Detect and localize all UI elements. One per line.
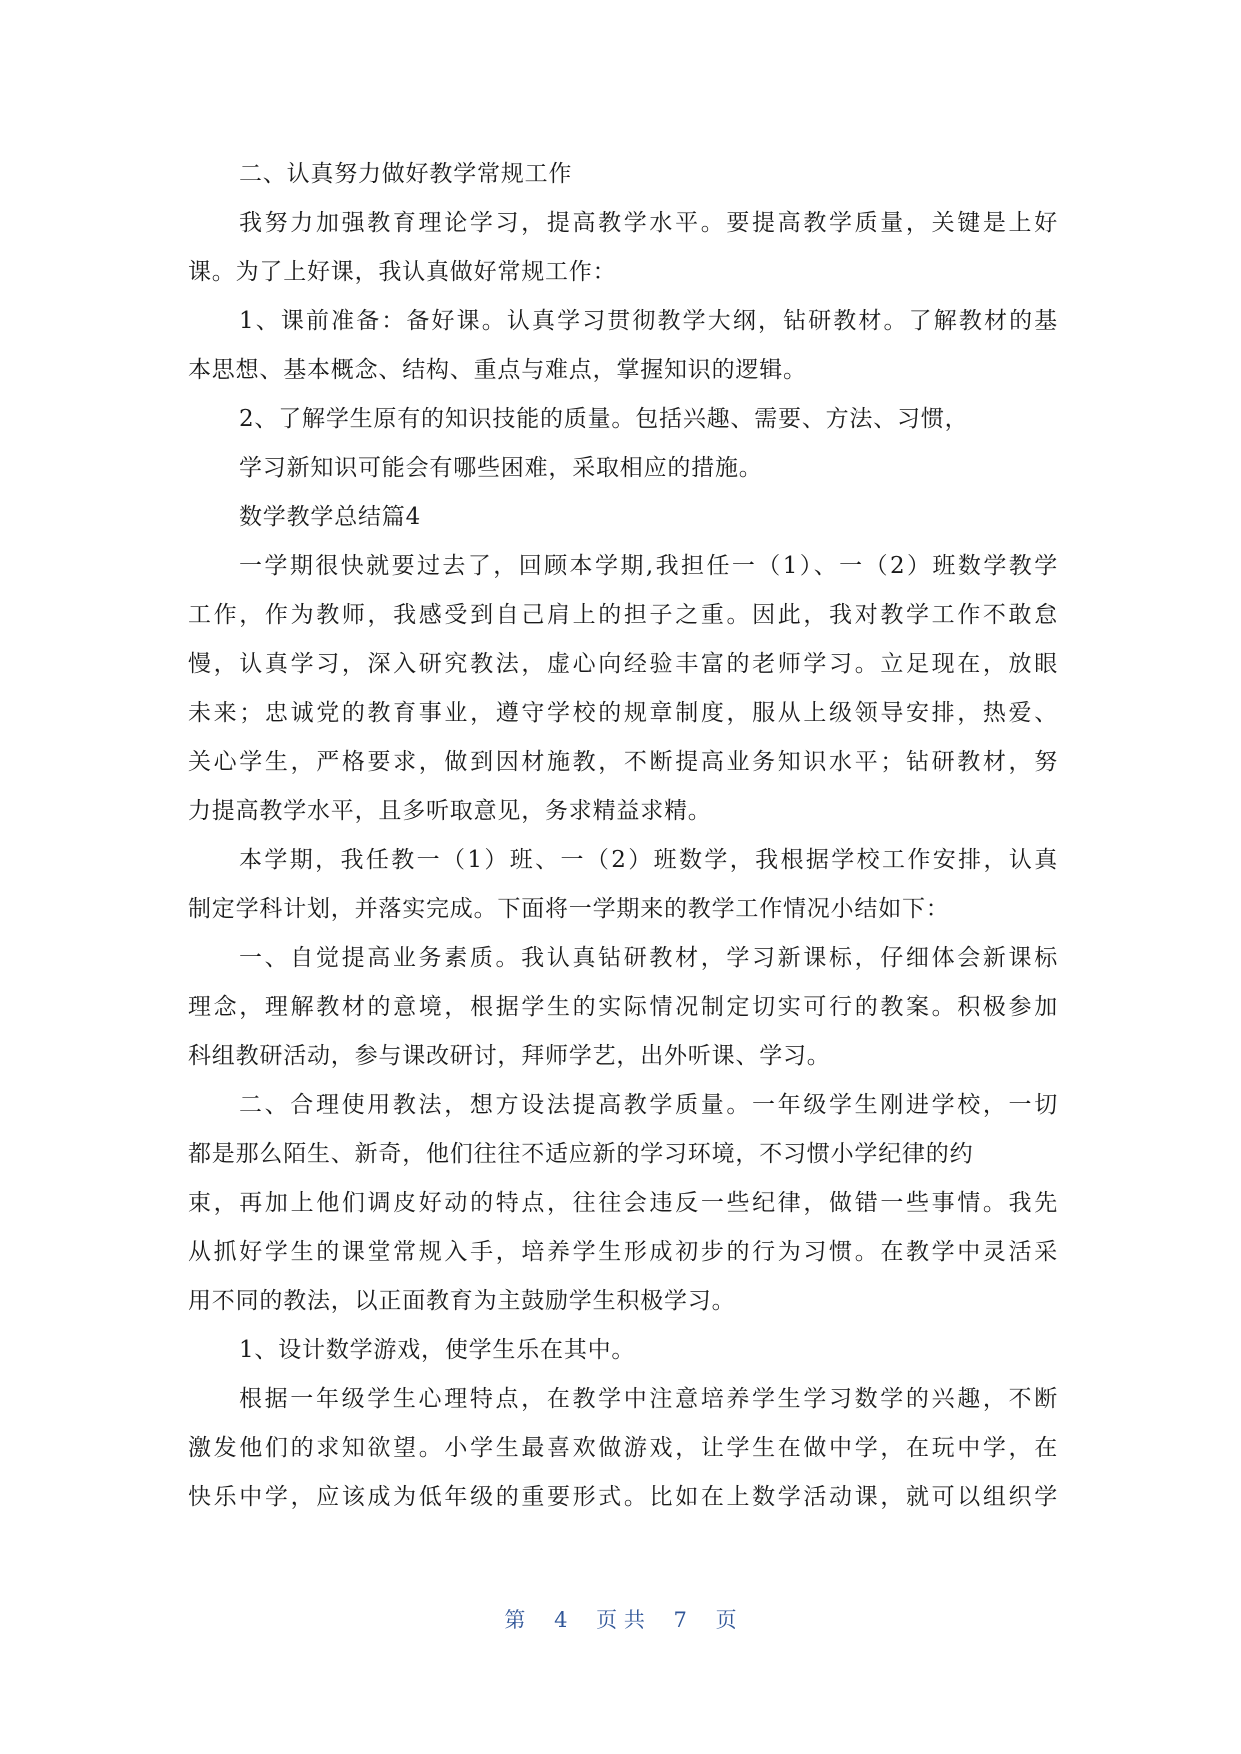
text-line: 用不同的教法，以正面教育为主鼓励学生积极学习。 bbox=[188, 1288, 736, 1314]
text-line: 一、自觉提高业务素质。我认真钻研教材，学习新课标，仔细体会新课标 bbox=[239, 945, 1058, 971]
text-line: 2、了解学生原有的知识技能的质量。包括兴趣、需要、方法、习惯， bbox=[239, 406, 969, 432]
footer-label-end: 页 bbox=[715, 1608, 737, 1632]
text-line: 二、认真努力做好教学常规工作 bbox=[239, 161, 573, 187]
document-body bbox=[188, 150, 1058, 1522]
text-line: 制定学科计划，并落实完成。下面将一学期来的教学工作情况小结如下： bbox=[188, 896, 950, 922]
text-line: 从抓好学生的课堂常规入手，培养学生形成初步的行为习惯。在教学中灵活采 bbox=[188, 1239, 1058, 1265]
text-line: 关心学生，严格要求，做到因材施教，不断提高业务知识水平；钻研教材，努 bbox=[188, 749, 1058, 775]
text-line: 束，再加上他们调皮好动的特点，往往会违反一些纪律，做错一些事情。我先 bbox=[188, 1190, 1058, 1216]
text-line: 理念，理解教材的意境，根据学生的实际情况制定切实可行的教案。积极参加 bbox=[188, 994, 1058, 1020]
text-line: 慢，认真学习，深入研究教法，虚心向经验丰富的老师学习。立足现在，放眼 bbox=[188, 651, 1058, 677]
text-line: 力提高教学水平，且多听取意见，务求精益求精。 bbox=[188, 798, 712, 824]
text-line: 课。为了上好课，我认真做好常规工作： bbox=[188, 259, 617, 285]
text-line: 根据一年级学生心理特点，在教学中注意培养学生学习数学的兴趣，不断 bbox=[239, 1386, 1058, 1412]
footer-current-page: 4 bbox=[554, 1608, 568, 1632]
text-line: 工作，作为教师，我感受到自己肩上的担子之重。因此，我对教学工作不敢怠 bbox=[188, 602, 1058, 628]
text-line: 本思想、基本概念、结构、重点与难点，掌握知识的逻辑。 bbox=[188, 357, 807, 383]
text-line: 激发他们的求知欲望。小学生最喜欢做游戏，让学生在做中学，在玩中学，在 bbox=[188, 1435, 1058, 1461]
footer-label-page: 第 bbox=[504, 1608, 526, 1632]
text-line: 未来；忠诚党的教育事业，遵守学校的规章制度，服从上级领导安排，热爱、 bbox=[188, 700, 1058, 726]
text-line: 二、合理使用教法，想方设法提高教学质量。一年级学生刚进学校，一切 bbox=[239, 1092, 1058, 1118]
text-line: 数学教学总结篇4 bbox=[239, 504, 422, 530]
footer-total-pages: 7 bbox=[673, 1608, 687, 1632]
text-line: 科组教研活动，参与课改研讨，拜师学艺，出外听课、学习。 bbox=[188, 1043, 831, 1069]
text-line: 我努力加强教育理论学习，提高教学水平。要提高教学质量，关键是上好 bbox=[239, 210, 1058, 236]
text-line: 快乐中学，应该成为低年级的重要形式。比如在上数学活动课，就可以组织学 bbox=[188, 1484, 1058, 1510]
text-line: 1、课前准备：备好课。认真学习贯彻教学大纲，钻研教材。了解教材的基 bbox=[239, 308, 1058, 334]
text-line: 一学期很快就要过去了，回顾本学期,我担任一（1）、一（2）班数学教学 bbox=[239, 553, 1058, 579]
text-line: 本学期，我任教一（1）班、一（2）班数学，我根据学校工作安排，认真 bbox=[239, 847, 1058, 873]
footer-label-of: 页 共 bbox=[596, 1608, 645, 1632]
page-footer bbox=[0, 1604, 1241, 1634]
text-line: 1、设计数学游戏，使学生乐在其中。 bbox=[239, 1337, 636, 1363]
text-line: 学习新知识可能会有哪些困难，采取相应的措施。 bbox=[239, 455, 763, 481]
text-line: 都是那么陌生、新奇，他们往往不适应新的学习环境，不习惯小学纪律的约 bbox=[188, 1141, 974, 1167]
